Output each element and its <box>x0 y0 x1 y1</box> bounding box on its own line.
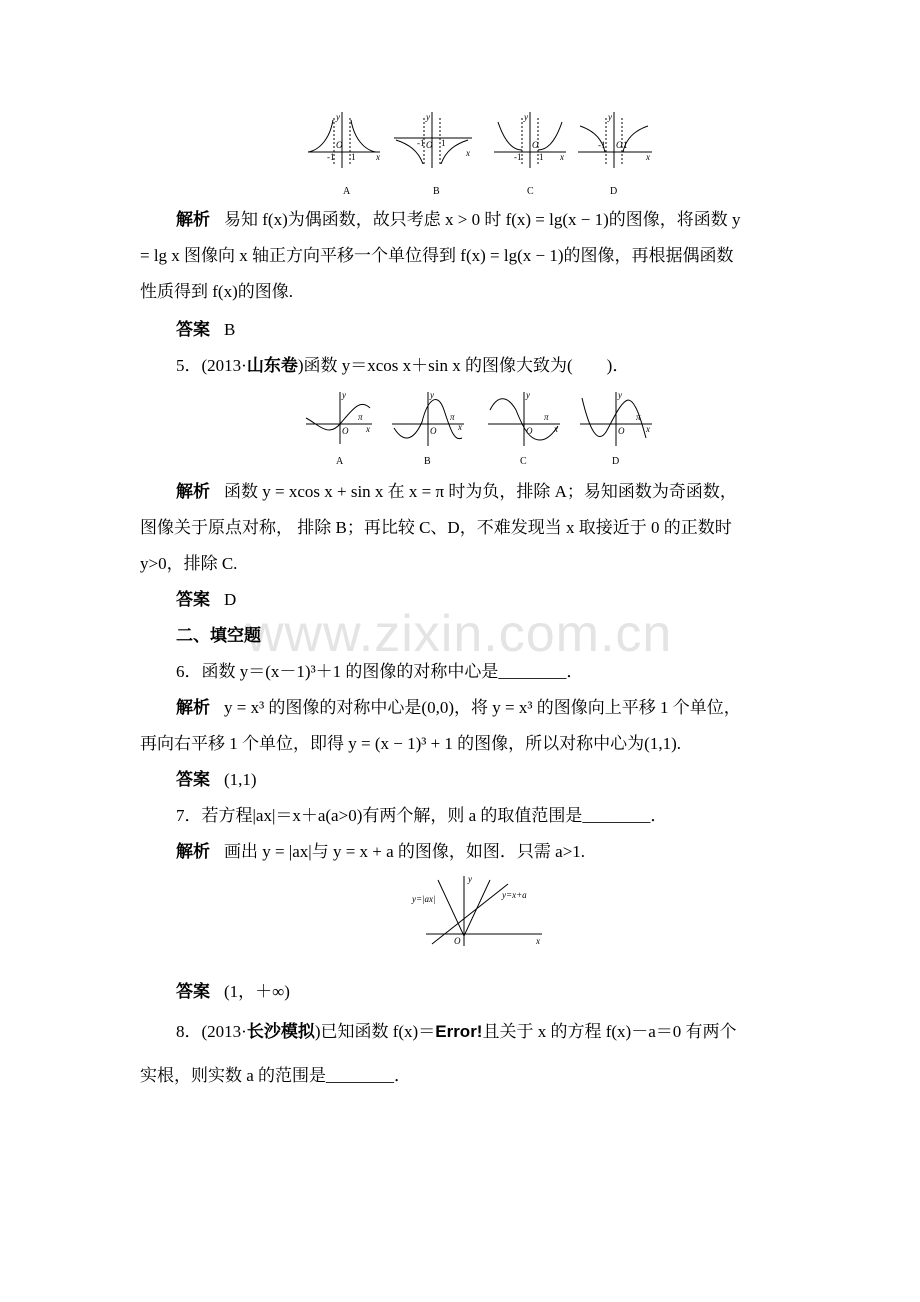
answer-label: 答案 <box>176 982 210 1001</box>
svg-text:π: π <box>358 412 363 422</box>
q4-label-c: C <box>527 186 534 197</box>
svg-text:O: O <box>618 426 625 436</box>
analysis-label: 解析 <box>176 842 210 861</box>
q7-answer <box>176 980 290 1004</box>
svg-text:π: π <box>544 412 549 422</box>
svg-text:-1: -1 <box>327 152 335 162</box>
answer-label: 答案 <box>176 320 210 339</box>
svg-text:O: O <box>526 426 533 436</box>
svg-text:y: y <box>524 112 528 122</box>
svg-text:O: O <box>426 140 433 150</box>
q7-label-abs: y=|ax| <box>412 894 436 904</box>
q4-answer <box>176 318 235 342</box>
watermark: www.zixin.com.cn <box>246 605 673 663</box>
error-text: Error! <box>435 1022 483 1041</box>
svg-text:y: y <box>336 112 340 122</box>
q4-analysis-line3: 性质得到 f(x)的图像. <box>140 282 293 301</box>
analysis-label: 解析 <box>176 210 210 229</box>
q5-label-b: B <box>424 456 431 467</box>
q7-label-line: y=x+a <box>502 890 527 900</box>
answer-value: (1,1) <box>224 770 257 789</box>
q5-graph-d <box>580 392 652 446</box>
q6-analysis-line1: 解析 y = x³ 的图像的对称中心是(0,0)，将 y = x³ 的图像向上平移 1 个单位， <box>176 698 741 717</box>
svg-text:x: x <box>554 424 558 434</box>
q5-graph-c <box>488 392 560 446</box>
q6-analysis-line2: 再向右平移 1 个单位，即得 y = (x − 1)³ + 1 的图像，所以对称中心为(1,1). <box>140 734 682 753</box>
q8-stem-line1: 8．(2013·长沙模拟)已知函数 f(x)＝Error!且关于 x 的方程 f(x)－a＝0 有两个 <box>176 1022 737 1041</box>
svg-text:1: 1 <box>623 140 628 150</box>
answer-value: D <box>224 590 237 609</box>
q4-option-graphs <box>300 108 660 200</box>
svg-text:y: y <box>526 390 530 400</box>
q5-label-a: A <box>336 456 344 467</box>
q4-label-a: A <box>343 186 351 197</box>
analysis-label: 解析 <box>176 698 210 717</box>
answer-value: B <box>224 320 236 339</box>
q5-label-c: C <box>520 456 527 467</box>
svg-text:O: O <box>430 426 437 436</box>
q7-analysis-line1: 解析 画出 y = |ax|与 y = x + a 的图像，如图．只需 a>1. <box>176 842 586 861</box>
section-title: 二、填空题 <box>176 626 261 645</box>
q4-label-d: D <box>610 186 618 197</box>
svg-text:x: x <box>366 424 370 434</box>
svg-text:x: x <box>646 152 650 162</box>
q4-analysis-line2: = lg x 图像向 x 轴正方向平移一个单位得到 f(x) = lg(x − 1)的图像，再根据偶函数 <box>140 246 734 265</box>
q5-analysis-line2: 图像关于原点对称， 排除 B；再比较 C、D，不难发现当 x 取接近于 0 的正数时 <box>140 518 732 537</box>
svg-text:O: O <box>532 140 539 150</box>
svg-text:π: π <box>636 412 641 422</box>
svg-text:O: O <box>336 140 343 150</box>
svg-text:π: π <box>450 412 455 422</box>
q5-answer <box>176 588 236 612</box>
q5-analysis-line1: 解析 函数 y = xcos x + sin x 在 x = π 时为负，排除 A；易知函数为奇函数， <box>176 482 737 501</box>
svg-text:x: x <box>536 936 540 946</box>
answer-label: 答案 <box>176 770 210 789</box>
q4-graph-b <box>394 112 472 168</box>
svg-text:y: y <box>430 390 434 400</box>
svg-text:y: y <box>468 874 472 884</box>
svg-text:x: x <box>458 422 462 432</box>
svg-text:O: O <box>454 936 461 946</box>
svg-text:O: O <box>616 140 623 150</box>
svg-text:-1: -1 <box>514 152 522 162</box>
answer-label: 答案 <box>176 590 210 609</box>
q4-analysis-line1: 解析 易知 f(x)为偶函数，故只考虑 x > 0 时 f(x) = lg(x − 1)的图像，将函数 y <box>176 210 741 229</box>
q5-analysis-line3: y>0，排除 C. <box>140 554 238 573</box>
svg-text:y: y <box>426 112 430 122</box>
q7-graph <box>408 872 548 950</box>
q5-option-graphs <box>300 388 660 468</box>
q4-graph-d <box>578 112 652 168</box>
svg-text:y: y <box>608 112 612 122</box>
svg-text:x: x <box>376 152 380 162</box>
svg-text:y: y <box>342 390 346 400</box>
svg-text:1: 1 <box>351 152 356 162</box>
svg-text:1: 1 <box>441 138 446 148</box>
q5-label-d: D <box>612 456 620 467</box>
q6-answer <box>176 768 257 792</box>
q5-stem: 5．(2013·山东卷)函数 y＝xcos x＋sin x 的图像大致为( )． <box>176 356 630 375</box>
q7-stem: 7．若方程|ax|＝x＋a(a>0)有两个解，则 a 的取值范围是________． <box>176 806 668 825</box>
svg-text:x: x <box>560 152 564 162</box>
svg-text:1: 1 <box>539 152 544 162</box>
q8-stem-line2: 实根，则实数 a 的范围是________． <box>140 1066 412 1085</box>
q6-stem: 6．函数 y＝(x－1)³＋1 的图像的对称中心是________． <box>176 662 584 681</box>
q4-graph-c <box>494 112 566 168</box>
answer-value: (1，＋∞) <box>224 982 290 1001</box>
svg-text:x: x <box>466 148 470 158</box>
q4-label-b: B <box>433 186 440 197</box>
svg-text:O: O <box>342 426 349 436</box>
svg-text:y: y <box>618 390 622 400</box>
svg-text:-1: -1 <box>417 138 425 148</box>
svg-text:x: x <box>646 424 650 434</box>
q4-graph-a <box>308 112 380 168</box>
analysis-label: 解析 <box>176 482 210 501</box>
svg-text:-1: -1 <box>598 140 606 150</box>
